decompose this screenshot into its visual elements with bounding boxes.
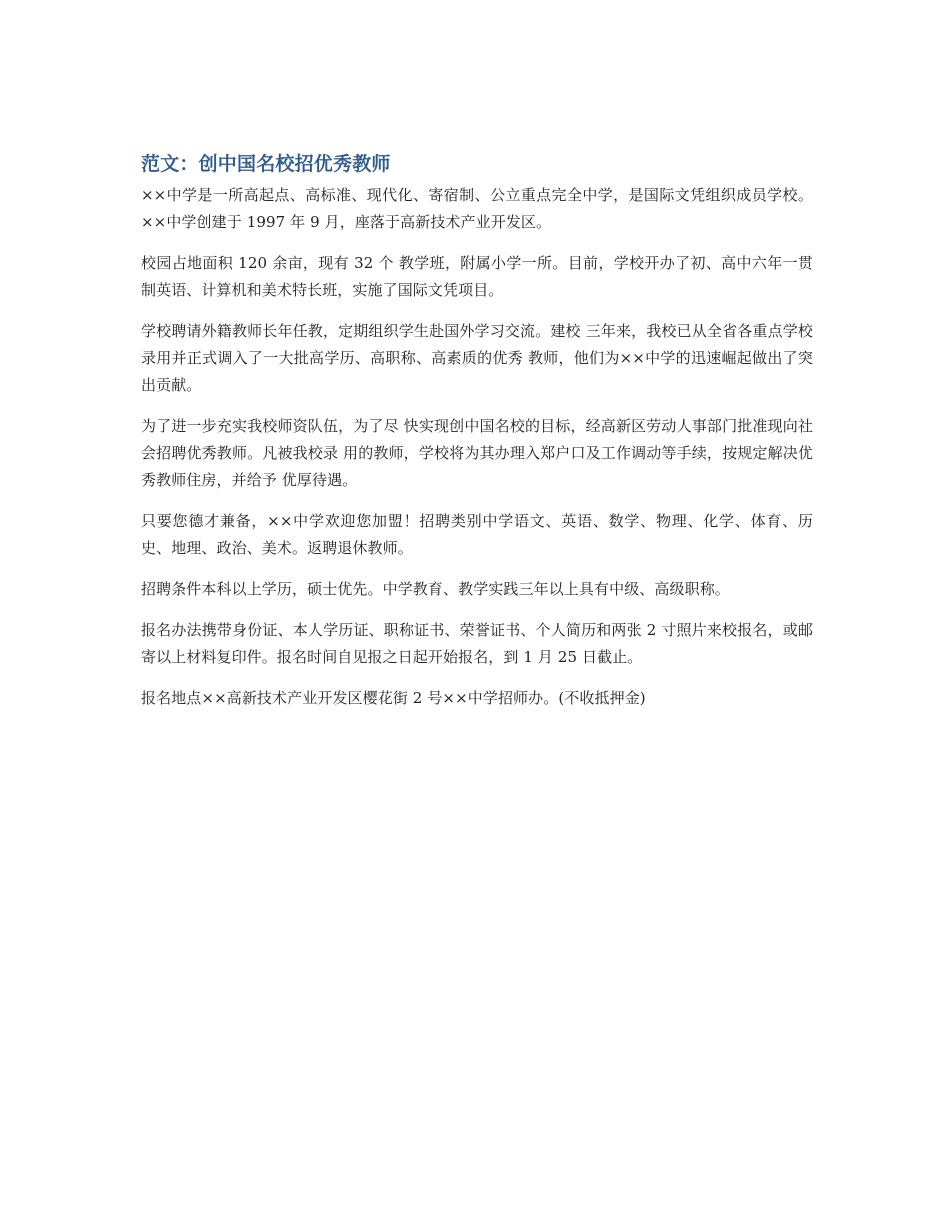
paragraph-categories: 只要您德才兼备，××中学欢迎您加盟！招聘类别中学语文、英语、数学、物理、化学、体育、历史、地理、政治、美术。返聘退休教师。 (141, 512, 813, 557)
paragraph-requirements: 招聘条件本科以上学历，硕士优先。中学教育、教学实践三年以上具有中级、高级职称。 (141, 580, 730, 598)
paragraph-faculty: 学校聘请外籍教师长年任教，定期组织学生赴国外学习交流。建校 三年来，我校已从全省各重点学校录用并正式调入了一大批高学历、高职称、高素质的优秀 教师，他们为××中学的迅速崛起做出了突出贡献。 (141, 322, 813, 394)
document-page (141, 150, 813, 726)
document-title: 范文：创中国名校招优秀教师 (141, 153, 391, 175)
paragraph-application: 报名办法携带身份证、本人学历证、职称证书、荣誉证书、个人简历和两张 2 寸照片来校报名，或邮 寄以上材料复印件。报名时间自见报之日起开始报名，到 1 月 25 日截止。 (141, 621, 813, 666)
paragraph-recruitment: 为了进一步充实我校师资队伍，为了尽 快实现创中国名校的目标，经高新区劳动人事部门批准现向社会招聘优秀教师。凡被我校录 用的教师，学校将为其办理入郑户口及工作调动等手续，按规定解决优秀教师住房，并给予 优厚待遇。 (141, 417, 813, 489)
paragraph-intro: ××中学是一所高起点、高标准、现代化、寄宿制、公立重点完全中学，是国际文凭组织成员学校。××中学创建于 1997 年 9 月，座落于高新技术产业开发区。 (141, 186, 813, 231)
paragraph-campus: 校园占地面积 120 余亩，现有 32 个 教学班，附属小学一所。目前，学校开办了初、高中六年一贯制英语、计算机和美术特长班，实施了国际文凭项目。 (141, 254, 813, 299)
paragraph-location: 报名地点××高新技术产业开发区樱花街 2 号××中学招师办。(不收抵押金) (141, 689, 646, 707)
